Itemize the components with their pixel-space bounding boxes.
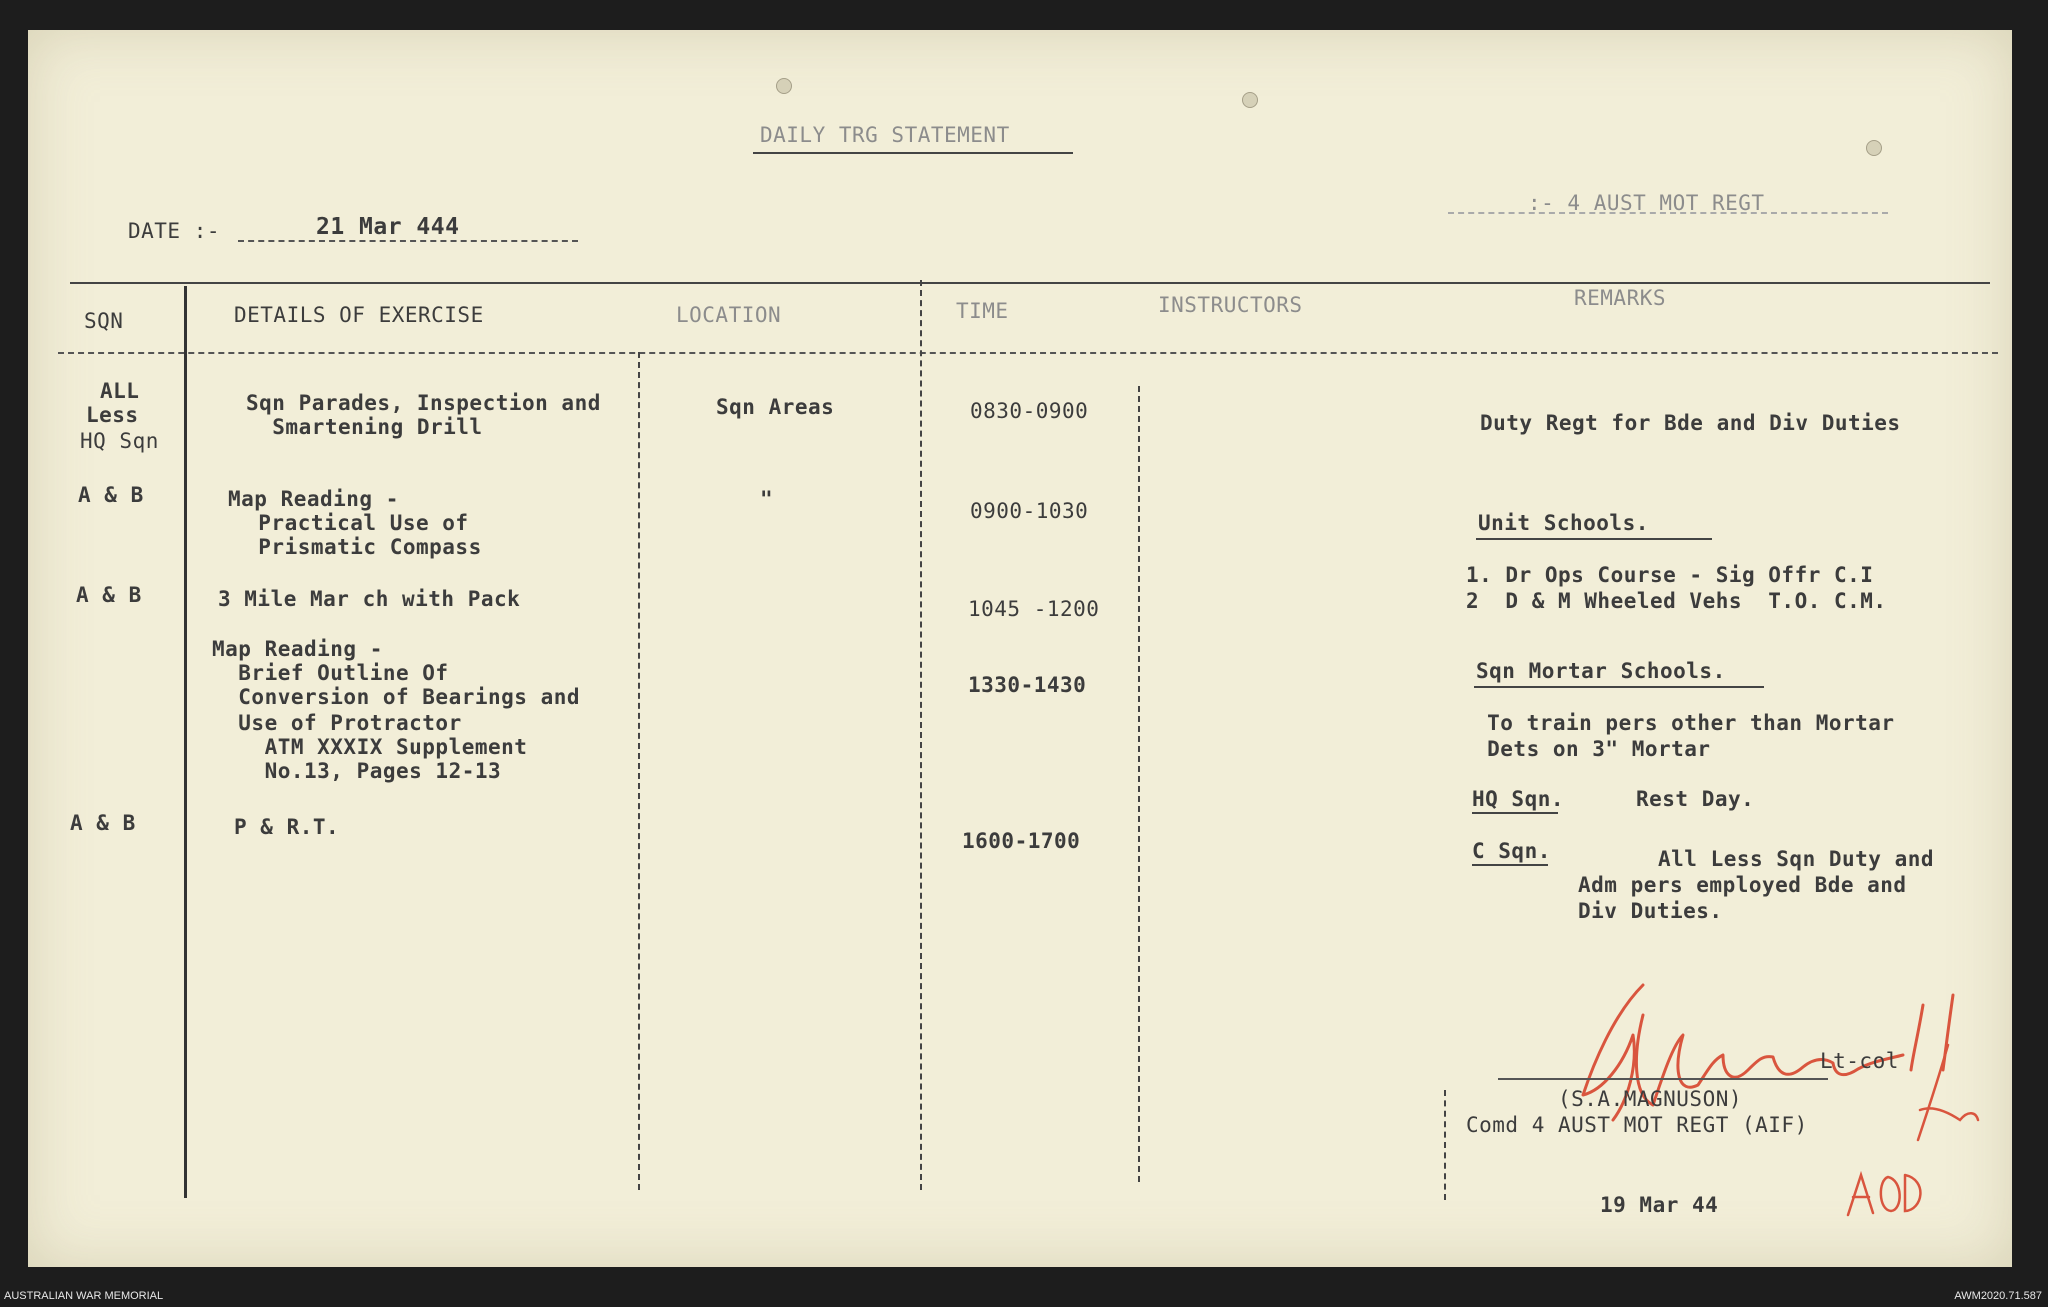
column-rule-details xyxy=(638,352,640,1190)
row4-details-line2: Brief Outline Of xyxy=(212,661,449,685)
header-instructors: INSTRUCTORS xyxy=(1158,293,1303,317)
row5-details: P & R.T. xyxy=(234,815,340,839)
remarks-unit-schools-2: 2 D & M Wheeled Vehs T.O. C.M. xyxy=(1466,589,1887,613)
row1-location: Sqn Areas xyxy=(716,395,835,419)
row2-details-line2: Practical Use of xyxy=(232,511,469,535)
column-rule-time xyxy=(1138,386,1140,1182)
document-title: DAILY TRG STATEMENT xyxy=(760,123,1010,147)
header-details: DETAILS OF EXERCISE xyxy=(234,303,484,327)
hq-underline xyxy=(1472,812,1558,814)
date-label: DATE :- xyxy=(128,219,221,243)
row3-sqn: A & B xyxy=(76,583,142,607)
punch-hole xyxy=(1242,92,1258,108)
header-remarks: REMARKS xyxy=(1574,286,1667,310)
signature-name: (S.A.MAGNUSON) xyxy=(1558,1087,1743,1111)
remarks-duty: Duty Regt for Bde and Div Duties xyxy=(1480,411,1901,435)
unit-schools-underline xyxy=(1476,538,1712,540)
remarks-mortar-1: To train pers other than Mortar xyxy=(1474,711,1895,735)
header-location: LOCATION xyxy=(676,303,782,327)
handwritten-initials xyxy=(1843,1155,1933,1225)
remarks-unit-schools-1: 1. Dr Ops Course - Sig Offr C.I xyxy=(1466,563,1874,587)
remarks-hq-text: Rest Day. xyxy=(1636,787,1755,811)
unit-underline xyxy=(1448,212,1888,214)
row2-details-line3: Prismatic Compass xyxy=(232,535,482,559)
row1-sqn-line1: ALL xyxy=(100,379,140,403)
row4-details-line3: Conversion of Bearings and xyxy=(212,685,581,709)
remarks-c-text-2: Adm pers employed Bde and xyxy=(1578,873,1907,897)
mortar-underline xyxy=(1474,686,1764,688)
row3-details: 3 Mile Mar ch with Pack xyxy=(218,587,521,611)
footer-archive-name: AUSTRALIAN WAR MEMORIAL xyxy=(4,1290,164,1302)
header-top-rule xyxy=(70,282,1990,284)
remarks-mortar-2: Dets on 3" Mortar xyxy=(1474,737,1711,761)
title-underline xyxy=(753,152,1073,154)
row5-sqn: A & B xyxy=(70,811,136,835)
document-page xyxy=(28,30,2012,1267)
row1-details-line1: Sqn Parades, Inspection and xyxy=(246,391,601,415)
row2-sqn: A & B xyxy=(78,483,144,507)
signature-date: 19 Mar 44 xyxy=(1600,1193,1719,1217)
header-time: TIME xyxy=(956,299,1009,323)
signature-line xyxy=(1498,1078,1828,1080)
row4-time: 1330-1430 xyxy=(968,673,1087,697)
row4-details-line5: ATM XXXIX Supplement xyxy=(212,735,528,759)
row5-time: 1600-1700 xyxy=(962,829,1081,853)
row2-details-line1: Map Reading - xyxy=(228,487,399,511)
row1-time: 0830-0900 xyxy=(970,399,1089,423)
remarks-c-text-1: All Less Sqn Duty and xyxy=(1658,847,1935,871)
remarks-hq-label: HQ Sqn. xyxy=(1472,787,1565,811)
remarks-c-text-3: Div Duties. xyxy=(1578,899,1723,923)
handwritten-tick-mark xyxy=(1898,1040,1988,1150)
column-rule-location xyxy=(920,280,922,1190)
column-rule-instructors xyxy=(1444,1090,1446,1200)
row2-location: " xyxy=(760,487,774,511)
row2-time: 0900-1030 xyxy=(970,499,1089,523)
c-underline xyxy=(1472,864,1548,866)
column-rule-sqn xyxy=(184,286,187,1198)
row4-details-line4: Use of Protractor xyxy=(212,711,462,735)
punch-hole xyxy=(1866,140,1882,156)
row3-time: 1045 -1200 xyxy=(968,597,1100,621)
row1-sqn-line3: HQ Sqn xyxy=(80,429,159,453)
row1-sqn-line2: Less xyxy=(86,403,139,427)
signature-role: Comd 4 AUST MOT REGT (AIF) xyxy=(1466,1113,1808,1137)
signature-rank: Lt-col xyxy=(1820,1049,1899,1073)
row4-details-line6: No.13, Pages 12-13 xyxy=(212,759,502,783)
header-bottom-rule xyxy=(58,352,1998,354)
remarks-mortar-heading: Sqn Mortar Schools. xyxy=(1476,659,1726,683)
row4-details-line1: Map Reading - xyxy=(212,637,383,661)
date-value: 21 Mar 444 xyxy=(316,214,460,240)
punch-hole xyxy=(776,78,792,94)
unit-name: :- 4 AUST MOT REGT xyxy=(1528,191,1765,215)
date-underline xyxy=(238,240,578,242)
remarks-c-label: C Sqn. xyxy=(1472,839,1551,863)
row1-details-line2: Smartening Drill xyxy=(246,415,483,439)
remarks-unit-schools-heading: Unit Schools. xyxy=(1478,511,1649,535)
header-sqn: SQN xyxy=(84,309,124,333)
footer-archive-id: AWM2020.71.587 xyxy=(1954,1290,2042,1302)
